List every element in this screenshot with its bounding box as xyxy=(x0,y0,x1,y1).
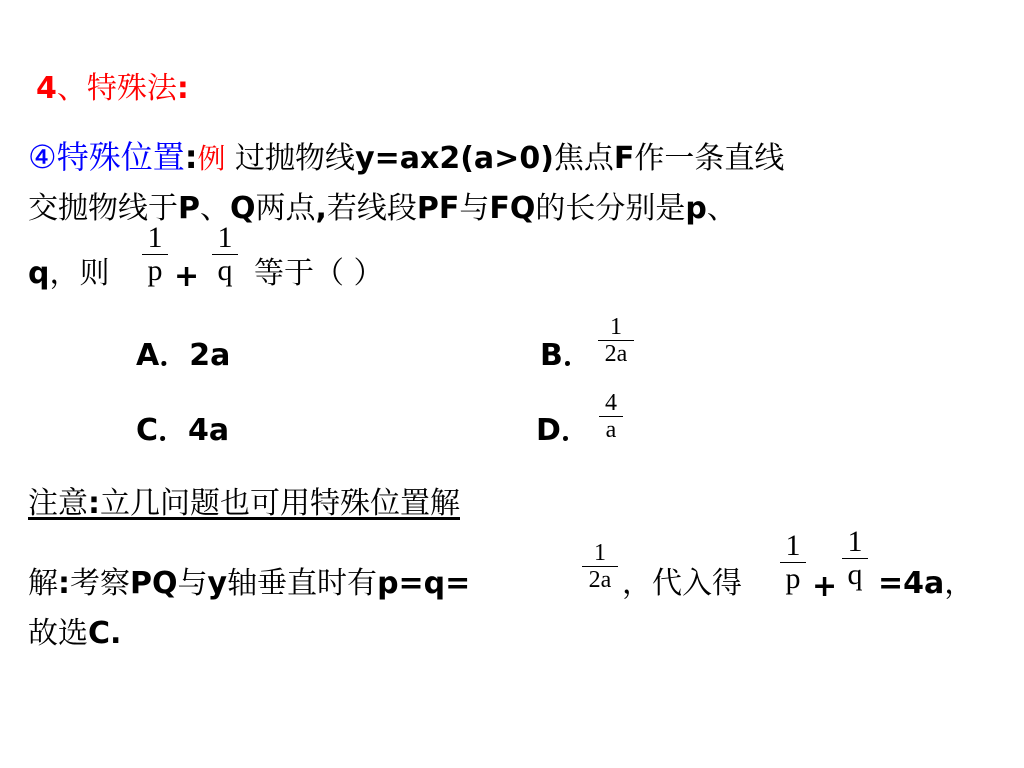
p-equals-q: p=q= xyxy=(377,566,471,601)
problem-line-1 xyxy=(28,138,784,178)
fraction-numerator: 1 xyxy=(785,529,801,562)
var-y: y xyxy=(207,566,228,601)
text-fragment: 考察 xyxy=(70,566,130,601)
heading-text: 特殊法 xyxy=(86,71,177,106)
option-a xyxy=(136,337,230,375)
fraction-denominator: 2a xyxy=(604,341,628,367)
problem-line-3-start xyxy=(28,255,109,293)
solution-result xyxy=(878,565,974,603)
solution-line-1 xyxy=(28,565,470,603)
fraction-denominator: a xyxy=(605,417,617,443)
text-fragment: ，则 xyxy=(49,256,110,291)
fraction-denominator: q xyxy=(847,558,863,591)
fraction-denominator: q xyxy=(217,254,233,287)
option-a-label: A． xyxy=(136,338,190,373)
option-c xyxy=(136,412,229,450)
text-fragment: 轴垂直时有 xyxy=(227,566,378,601)
solution-fraction-1-over-2a xyxy=(580,540,620,593)
fraction-numerator: 4 xyxy=(605,390,617,416)
fraction-numerator: 1 xyxy=(147,221,163,254)
fraction-denominator: p xyxy=(785,562,801,595)
note-line xyxy=(28,485,460,523)
plus-sign: + xyxy=(174,259,200,294)
text-fragment: 交抛物线于 xyxy=(28,191,178,226)
heading-number: 4 xyxy=(36,71,57,106)
fraction-numerator: 1 xyxy=(594,540,606,566)
text-fragment: 、 xyxy=(200,191,230,226)
text-fragment: 故选 xyxy=(28,616,88,651)
option-b-label: B． xyxy=(540,338,593,373)
note-text: 立几问题也可用特殊位置解 xyxy=(100,486,460,521)
option-b-fraction xyxy=(596,314,636,367)
fraction-numerator: 1 xyxy=(217,221,233,254)
option-d-label: D． xyxy=(536,413,591,448)
problem-colon: : xyxy=(184,138,198,176)
solution-fraction-1-over-p xyxy=(778,530,808,595)
text-fragment: ， xyxy=(944,566,975,601)
point-f: F xyxy=(613,141,635,176)
option-a-value: 2a xyxy=(189,338,231,373)
section-heading xyxy=(36,70,189,108)
option-c-value: 4a xyxy=(188,413,230,448)
note-label: 注意 xyxy=(28,486,88,521)
fraction-1-over-q xyxy=(210,222,240,287)
text-fragment: ，代入得 xyxy=(622,566,742,601)
circle-four: ④ xyxy=(28,138,57,176)
option-c-label: C． xyxy=(136,413,189,448)
parabola-equation: y=ax2(a>0) xyxy=(355,141,554,176)
heading-colon: : xyxy=(176,71,189,106)
fraction-denominator: 2a xyxy=(588,567,612,593)
text-fragment: 等于（ ） xyxy=(254,256,384,291)
var-q: q xyxy=(28,256,50,291)
heading-separator: 、 xyxy=(56,71,87,106)
fraction-numerator: 1 xyxy=(610,314,622,340)
result-4a: =4a xyxy=(878,566,945,601)
text-fragment: : xyxy=(88,486,100,521)
point-q: Q xyxy=(230,191,256,226)
text-fragment: 与 xyxy=(459,191,490,226)
text-fragment: 、 xyxy=(706,191,737,226)
var-p: p xyxy=(685,191,707,226)
text-fragment: 若线段 xyxy=(326,191,417,226)
example-label: 例 xyxy=(197,142,226,175)
text-fragment: 过抛物线 xyxy=(225,141,356,176)
text-fragment: 作一条直线 xyxy=(634,141,785,176)
text-fragment: 焦点 xyxy=(553,141,614,176)
text-fragment: : xyxy=(58,566,70,601)
text-fragment: 的长分别是 xyxy=(535,191,686,226)
text-fragment: , xyxy=(315,191,327,226)
plus-sign: + xyxy=(812,569,838,604)
segment-pf: PF xyxy=(416,191,460,226)
problem-line-2 xyxy=(28,190,737,228)
fraction-denominator: p xyxy=(147,254,163,287)
point-p: P xyxy=(178,191,200,226)
segment-pq: PQ xyxy=(130,566,178,601)
text-fragment: 两点 xyxy=(255,191,316,226)
solution-fraction-1-over-q xyxy=(840,526,870,591)
answer-c: C. xyxy=(88,616,122,651)
option-d-fraction xyxy=(596,390,626,443)
segment-fq: FQ xyxy=(489,191,536,226)
problem-title: 特殊位置 xyxy=(56,138,185,176)
fraction-1-over-p xyxy=(140,222,170,287)
solution-line-2 xyxy=(28,615,121,653)
fraction-numerator: 1 xyxy=(847,525,863,558)
text-fragment: 与 xyxy=(177,566,208,601)
solution-label: 解 xyxy=(28,566,58,601)
